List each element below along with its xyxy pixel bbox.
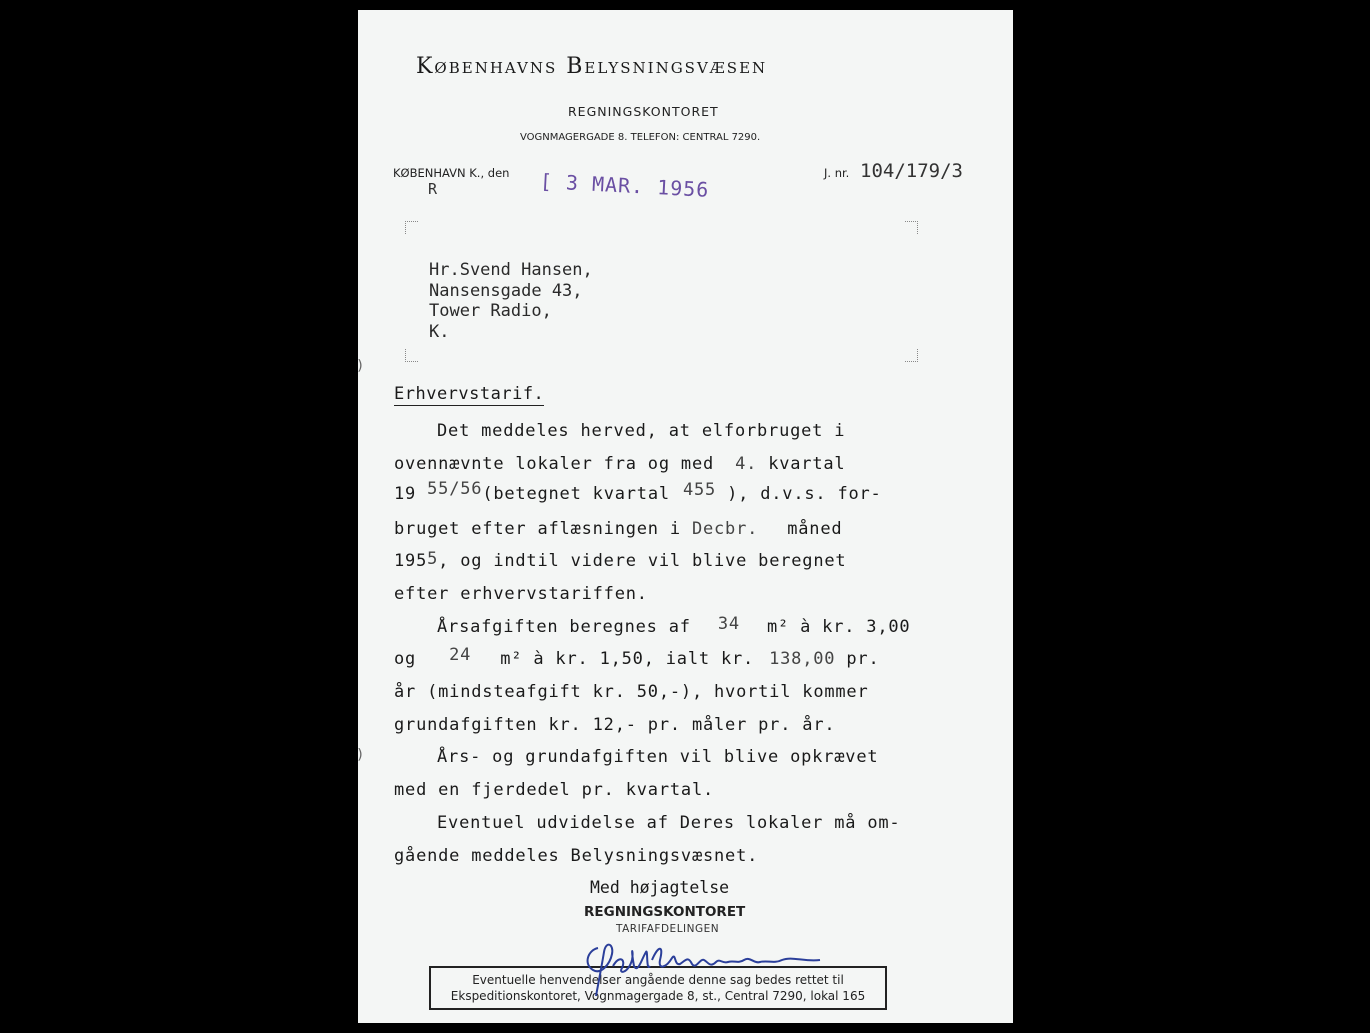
body-text: , og indtil videre vil blive beregnet xyxy=(438,551,847,571)
letterhead-address: VOGNMAGERGADE 8. TELEFON: CENTRAL 7290. xyxy=(520,132,761,143)
body-line xyxy=(437,614,911,637)
handwritten-fill: 455 xyxy=(682,480,717,500)
body-text: 195 xyxy=(394,551,428,571)
body-line xyxy=(394,454,845,474)
handwritten-fill: 5 xyxy=(427,549,439,569)
subject-heading: Erhvervstarif. xyxy=(394,384,545,404)
closing-greeting: Med højagtelse xyxy=(590,878,730,897)
department-subtitle: TARIFAFDELINGEN xyxy=(616,923,720,935)
date-stamp: [ 3 MAR. 1956 xyxy=(539,169,710,202)
handwritten-signature xyxy=(568,930,858,1000)
r-mark: R xyxy=(428,180,438,198)
address-window-corner xyxy=(905,221,918,234)
body-text: måned xyxy=(787,519,843,539)
body-text: m² à kr. 1,50, ialt kr. xyxy=(500,649,755,669)
letterhead-title: Københavns Belysningsvæsen xyxy=(416,54,768,79)
journal-label: J. nr. xyxy=(824,166,850,180)
recipient-line: K. xyxy=(429,322,450,342)
body-text: pr. xyxy=(846,649,880,669)
body-text: kvartal xyxy=(768,454,846,474)
letter-page xyxy=(358,10,1013,1023)
recipient-line: Nansensgade 43, xyxy=(429,281,583,301)
handwritten-fill: 34 xyxy=(717,614,740,634)
body-text: Årsafgiften beregnes af xyxy=(437,617,691,637)
notice-line: Ekspeditionskontoret, Vognmagergade 8, st., Central 7290, lokal 165 xyxy=(450,989,866,1003)
body-line: efter erhvervstariffen. xyxy=(394,584,648,604)
body-text: m² à kr. 3,00 xyxy=(766,617,911,637)
body-text: og xyxy=(394,649,417,669)
recipient-line: Hr.Svend Hansen, xyxy=(429,260,593,280)
body-line xyxy=(394,479,882,504)
handwritten-fill: 24 xyxy=(449,645,472,665)
binding-mark: ) xyxy=(356,358,365,374)
body-text: ovennævnte lokaler fra og med xyxy=(394,454,715,474)
binding-mark: ) xyxy=(356,747,365,763)
body-text: bruget efter aflæsningen i xyxy=(394,519,681,539)
body-text: ), d.v.s. for- xyxy=(727,484,882,504)
body-text: (betegnet kvartal xyxy=(482,484,670,504)
handwritten-fill: 55/56 xyxy=(427,479,483,499)
body-line: Års- og grundafgiften vil blive opkrævet xyxy=(437,747,879,767)
address-window-corner xyxy=(405,349,418,362)
city-date-label: KØBENHAVN K., den xyxy=(393,166,510,180)
address-window-corner xyxy=(405,221,418,234)
body-line xyxy=(394,645,880,669)
recipient-line: Tower Radio, xyxy=(429,301,552,321)
notice-line: Eventuelle henvendelser angående denne sag bedes rettet til xyxy=(472,973,844,987)
department-stamp: REGNINGSKONTORET xyxy=(584,904,746,920)
body-line: med en fjerdedel pr. kvartal. xyxy=(394,780,715,800)
body-line: grundafgiften kr. 12,- pr. måler pr. år. xyxy=(394,715,836,735)
body-line xyxy=(394,519,842,539)
address-window-corner xyxy=(905,349,918,362)
body-line: gående meddeles Belysningsvæsnet. xyxy=(394,846,759,866)
body-text: 19 xyxy=(394,484,417,504)
body-line: Eventuel udvidelse af Deres lokaler må om- xyxy=(437,813,901,833)
handwritten-fill: 4. xyxy=(735,454,758,474)
body-line: Det meddeles herved, at elforbruget i xyxy=(437,421,846,441)
letterhead-subtitle: REGNINGSKONTORET xyxy=(568,104,719,119)
handwritten-fill: 138,00 xyxy=(769,649,836,669)
journal-number: 104/179/3 xyxy=(860,160,963,182)
body-line: år (mindsteafgift kr. 50,-), hvortil kommer xyxy=(394,682,869,702)
body-line xyxy=(394,551,846,571)
handwritten-fill: Decbr. xyxy=(691,519,759,539)
